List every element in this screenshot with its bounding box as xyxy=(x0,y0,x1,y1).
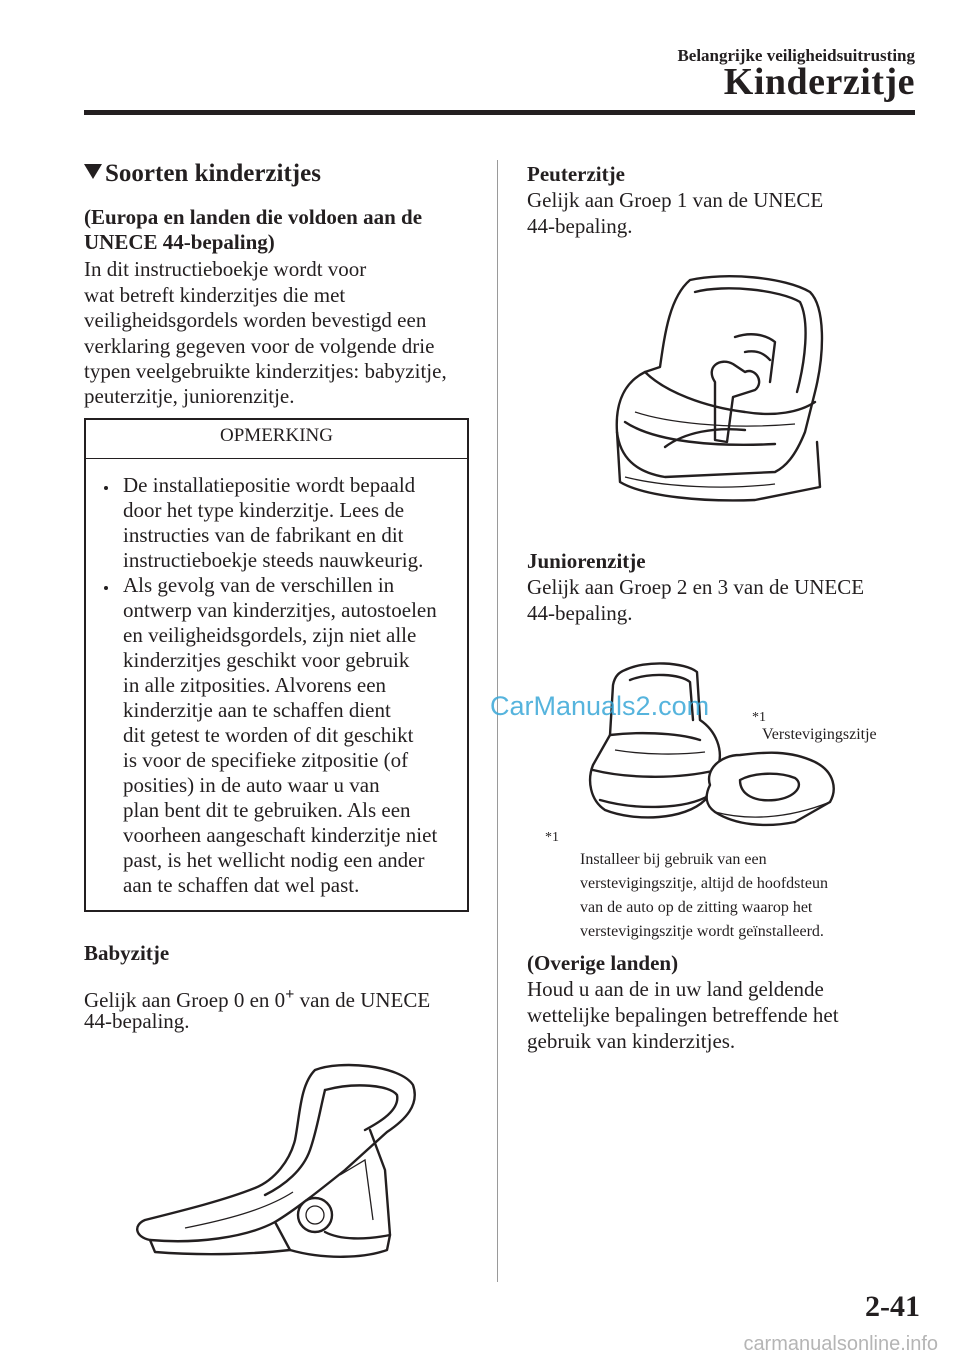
section-heading xyxy=(84,160,321,188)
note-bullet2-line: is voor de specifieke zitpositie (of xyxy=(123,748,409,772)
triangle-marker-icon xyxy=(84,164,102,179)
peuterzitje-heading: Peuterzitje xyxy=(527,162,625,186)
site-watermark: carmanualsonline.info xyxy=(743,1333,938,1355)
note-bullet1-line: De installatiepositie wordt bepaald xyxy=(123,473,416,497)
babyzitje-plus-mark: + xyxy=(285,986,295,1003)
note-bullet2-line: aan te schaffen dat wel past. xyxy=(123,873,360,897)
note-bullet2-line: kinderzitje aan te schaffen dient xyxy=(123,698,391,722)
header-rule xyxy=(84,110,915,115)
callout-label: Verstevigingszitje xyxy=(762,726,877,743)
other-countries-line: Houd u aan de in uw land geldende xyxy=(527,977,824,1001)
babyzitje-heading: Babyzitje xyxy=(84,941,170,965)
note-bullet2-line: in alle zitposities. Alvorens een xyxy=(123,673,387,697)
note-bullet1-line: instructies van de fabrikant en dit xyxy=(123,523,404,547)
juniorenzitje-line: Gelijk aan Groep 2 en 3 van de UNECE xyxy=(527,575,865,599)
note-bullet2-line: past, is het wellicht nodig een ander xyxy=(123,848,425,872)
europe-body-line: typen veelgebruikte kinderzitjes: babyzitje, xyxy=(84,359,447,383)
note-bullet2-line: Als gevolg van de verschillen in xyxy=(123,573,395,597)
note-bullet2-line: voorheen aangeschaft kinderzitje niet xyxy=(123,823,438,847)
other-countries-heading: (Overige landen) xyxy=(527,951,679,975)
running-header-section: Belangrijke veiligheidsuitrusting xyxy=(677,46,915,65)
juniorenzitje-heading: Juniorenzitje xyxy=(527,549,646,573)
footnote-line: verstevigingszitje wordt geïnstalleerd. xyxy=(580,923,824,940)
toddler-seat-illustration xyxy=(605,272,835,510)
europe-body-line: In dit instructieboekje wordt voor xyxy=(84,257,367,281)
running-header-title: Kinderzitje xyxy=(723,61,915,103)
note-bullet1-line: door het type kinderzitje. Lees de xyxy=(123,498,405,522)
note-bullet2-line: plan bent dit te gebruiken. Als een xyxy=(123,798,411,822)
footnote-line: Installeer bij gebruik van een xyxy=(580,851,767,868)
watermark-text: CarManuals2.com xyxy=(490,691,710,721)
juniorenzitje-line: 44-bepaling. xyxy=(527,601,633,625)
europe-body-line: veiligheidsgordels worden bevestigd een xyxy=(84,308,427,332)
callout-mark: *1 xyxy=(752,710,766,725)
peuterzitje-line: Gelijk aan Groep 1 van de UNECE xyxy=(527,188,824,212)
peuterzitje-line: 44-bepaling. xyxy=(527,214,633,238)
baby-seat-illustration xyxy=(125,1060,445,1270)
footnote-line: van de auto op de zitting waarop het xyxy=(580,899,813,916)
note-bullet1-line: instructieboekje steeds nauwkeurig. xyxy=(123,548,424,572)
europe-body-line: wat betreft kinderzitjes die met xyxy=(84,283,346,307)
bullet-dot-icon xyxy=(104,586,108,590)
europe-body-line: verklaring gegeven voor de volgende drie xyxy=(84,334,435,358)
babyzitje-line-2: 44-bepaling. xyxy=(84,1009,190,1033)
note-bullet2-line: kinderzitjes geschikt voor gebruik xyxy=(123,648,410,672)
page-number: 2-41 xyxy=(865,1290,920,1323)
note-bullet2-line: en veiligheidsgordels, zijn niet alle xyxy=(123,623,417,647)
footnote-line: verstevigingszitje, altijd de hoofdsteun xyxy=(580,875,828,892)
section-heading-text: Soorten kinderzitjes xyxy=(105,160,321,187)
babyzitje-line-1-post: van de UNECE xyxy=(294,988,431,1012)
note-title: OPMERKING xyxy=(220,425,333,446)
bullet-dot-icon xyxy=(104,486,108,490)
note-bullet2-line: posities) in de auto waar u van xyxy=(123,773,380,797)
other-countries-line: wettelijke bepalingen betreffende het xyxy=(527,1003,839,1027)
babyzitje-line-1-pre: Gelijk aan Groep 0 en 0 xyxy=(84,988,286,1012)
europe-heading-line-1: (Europa en landen die voldoen aan de xyxy=(84,205,423,229)
other-countries-line: gebruik van kinderzitjes. xyxy=(527,1029,736,1053)
note-bullet2-line: dit getest te worden of dit geschikt xyxy=(123,723,414,747)
europe-body-line: peuterzitje, juniorenzitje. xyxy=(84,384,295,408)
note-title-rule xyxy=(84,458,469,459)
note-bullet2-line: ontwerp van kinderzitjes, autostoelen xyxy=(123,598,437,622)
footnote-mark: *1 xyxy=(545,830,559,845)
europe-heading-line-2: UNECE 44-bepaling) xyxy=(84,230,275,254)
booster-cushion-illustration xyxy=(695,740,845,830)
